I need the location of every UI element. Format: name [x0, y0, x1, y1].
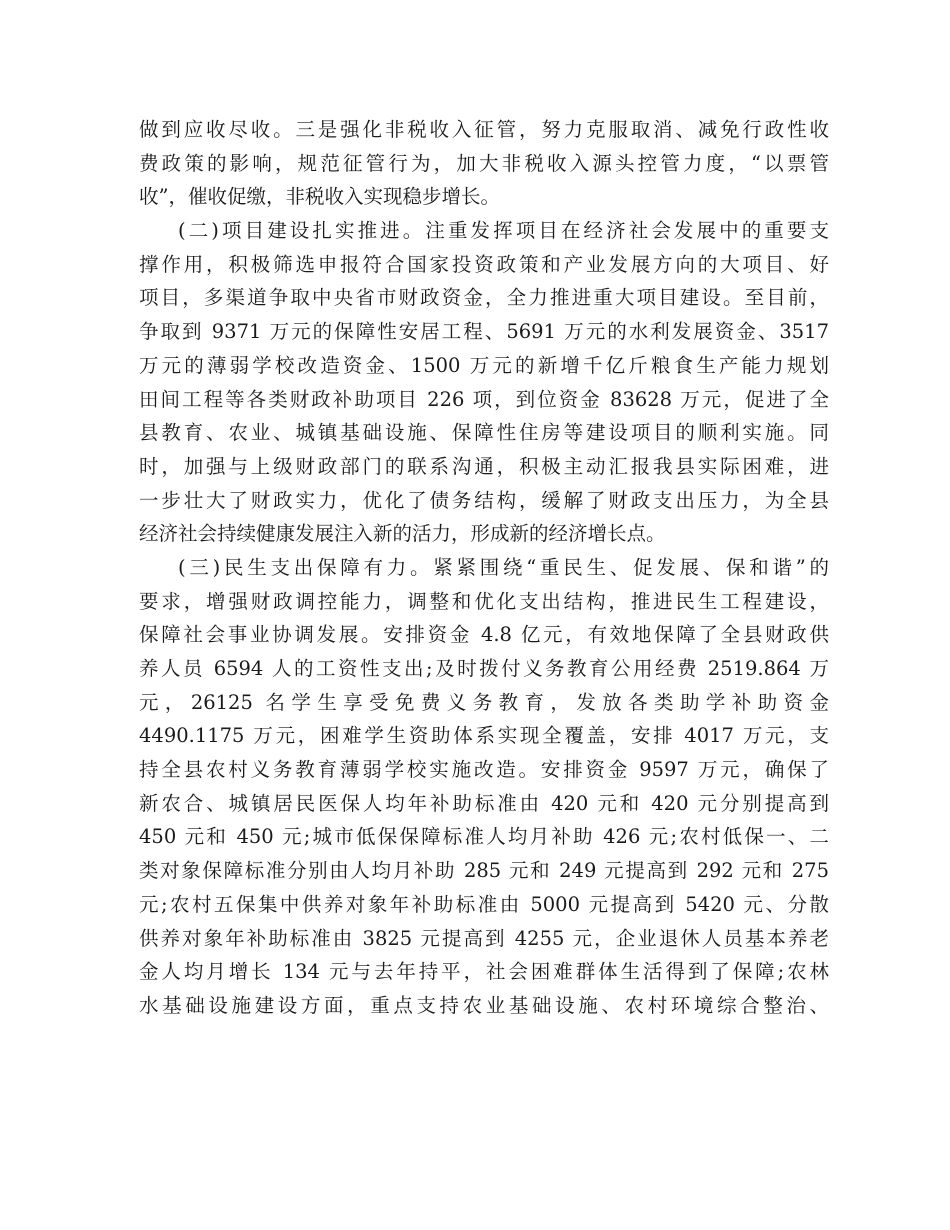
text-line: 万元的薄弱学校改造资金、1500 万元的新增千亿斤粮食生产能力规划 — [139, 353, 829, 377]
text-line: 项目，多渠道争取中央省市财政资金，全力推进重大项目建设。至目前， — [139, 286, 829, 310]
text-line: 新农合、城镇居民医保人均年补助标准由 420 元和 420 元分别提高到 — [139, 791, 829, 815]
section-heading-line: (三)民生支出保障有力。紧紧围绕“重民生、促发展、保和谐”的 — [178, 555, 829, 579]
text-line: 元，26125 名学生享受免费义务教育，发放各类助学补助资金 — [139, 690, 829, 714]
text-line: 持全县农村义务教育薄弱学校实施改造。安排资金 9597 万元，确保了 — [139, 758, 829, 782]
text-line: 田间工程等各类财政补助项目 226 项，到位资金 83628 万元，促进了全 — [139, 387, 829, 411]
text-line: 保障社会事业协调发展。安排资金 4.8 亿元，有效地保障了全县财政供 — [139, 623, 829, 647]
text-line: 4490.1175 万元，困难学生资助体系实现全覆盖，安排 4017 万元，支 — [139, 724, 829, 748]
text-line: 撑作用，积极筛选申报符合国家投资政策和产业发展方向的大项目、好 — [139, 252, 829, 276]
text-line: 费政策的影响，规范征管行为，加大非税收入源头控管力度，“以票管 — [139, 151, 829, 175]
text-line: 时，加强与上级财政部门的联系沟通，积极主动汇报我县实际困难，进 — [139, 454, 829, 478]
text-line: 供养对象年补助标准由 3825 元提高到 4255 元，企业退休人员基本养老 — [139, 926, 829, 950]
text-line: 经济社会持续健康发展注入新的活力，形成新的经济增长点。 — [139, 522, 666, 546]
text-line: 类对象保障标准分别由人均月补助 285 元和 249 元提高到 292 元和 275 — [139, 859, 829, 883]
text-line: 争取到 9371 万元的保障性安居工程、5691 万元的水利发展资金、3517 — [139, 320, 829, 344]
text-line: 县教育、农业、城镇基础设施、保障性住房等建设项目的顺利实施。同 — [139, 421, 829, 445]
text-line: 水基础设施建设方面，重点支持农业基础设施、农村环境综合整治、 — [139, 993, 829, 1017]
text-line: 养人员 6594 人的工资性支出;及时拨付义务教育公用经费 2519.864 万 — [139, 657, 829, 680]
body-text — [139, 113, 829, 1023]
text-line: 做到应收尽收。三是强化非税收入征管，努力克服取消、减免行政性收 — [139, 118, 829, 141]
text-line: 要求，增强财政调控能力，调整和优化支出结构，推进民生工程建设， — [139, 589, 829, 613]
text-line: 收”，催收促缴，非税收入实现稳步增长。 — [139, 185, 500, 209]
section-heading-line: (二)项目建设扎实推进。注重发挥项目在经济社会发展中的重要支 — [178, 219, 829, 243]
text-line: 450 元和 450 元;城市低保保障标准人均月补助 426 元;农村低保一、二 — [139, 825, 829, 849]
text-line: 一步壮大了财政实力，优化了债务结构，缓解了财政支出压力，为全县 — [139, 488, 829, 512]
text-line: 元;农村五保集中供养对象年补助标准由 5000 元提高到 5420 元、分散 — [139, 892, 829, 916]
text-line: 金人均月增长 134 元与去年持平，社会困难群体生活得到了保障;农林 — [139, 960, 829, 984]
